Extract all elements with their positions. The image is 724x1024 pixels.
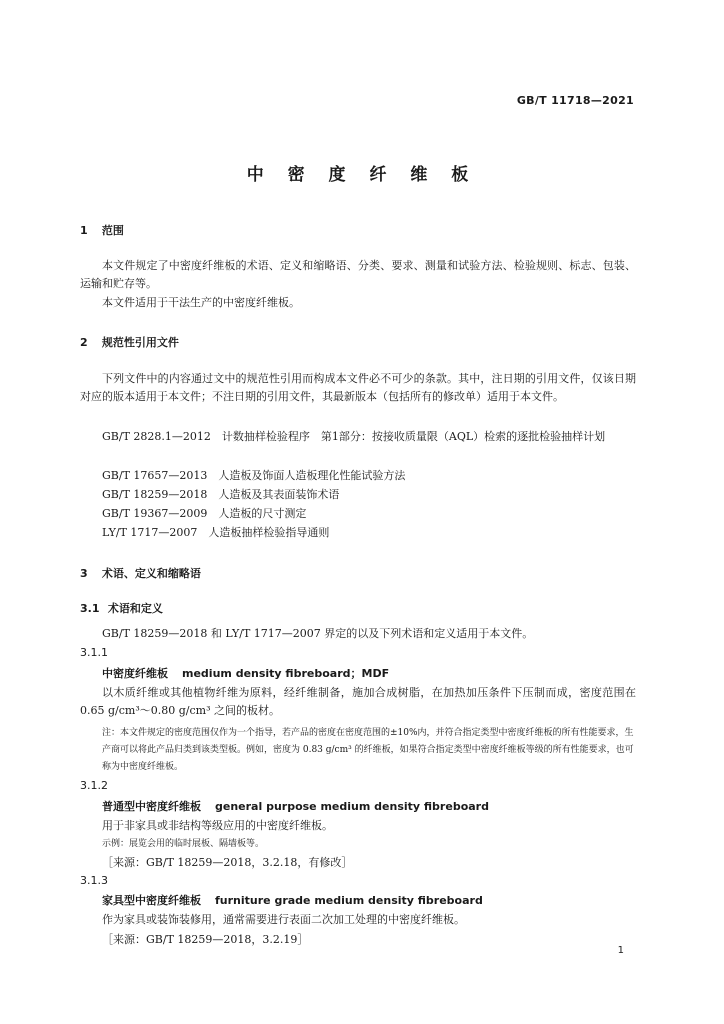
section-title: 范围	[101, 224, 124, 237]
subsection-3-1-paragraph: GB/T 18259—2018 和 LY/T 1717—2007 界定的以及下列术语和定义适用于本文件。	[102, 627, 534, 640]
reference-item: GB/T 18259—2018 人造板及其表面装饰术语	[102, 488, 340, 501]
term-en: medium density fibreboard；MDF	[182, 667, 390, 680]
section-1-heading	[80, 222, 124, 238]
section-number: 3	[80, 567, 88, 580]
term-source: ［来源：GB/T 18259—2018，3.2.18，有修改］	[102, 856, 353, 869]
subsection-3-1-heading	[80, 600, 163, 616]
term-title	[102, 798, 489, 814]
section-2-paragraph: 下列文件中的内容通过文中的规范性引用而构成本文件必不可少的条款。其中，注日期的引用文件，仅该日期对应的版本适用于本文件；不注日期的引用文件，其最新版本（包括所有的修改单）适用于本文件。	[80, 372, 636, 403]
reference-item: GB/T 2828.1—2012 计数抽样检验程序 第1部分：按接收质量限（AQL）检索的逐批检验抽样计划	[102, 430, 606, 443]
term-zh: 普通型中密度纤维板	[102, 800, 201, 813]
standard-number: GB/T 11718—2021	[516, 94, 634, 107]
term-en: furniture grade medium density fibreboard	[215, 894, 483, 907]
term-title	[102, 665, 389, 681]
reference-item: GB/T 19367—2009 人造板的尺寸测定	[102, 507, 307, 520]
term-definition: 作为家具或装饰装修用，通常需要进行表面二次加工处理的中密度纤维板。	[102, 913, 465, 926]
reference-item: LY/T 1717—2007 人造板抽样检验指导通则	[102, 526, 330, 539]
subsection-number: 3.1	[80, 602, 100, 615]
term-definition: 以木质纤维或其他植物纤维为原料，经纤维制备，施加合成树脂，在加热加压条件下压制而成，密度范围在 0.65 g/cm³～0.80 g/cm³ 之间的板材。	[80, 686, 636, 717]
term-zh: 中密度纤维板	[102, 667, 168, 680]
term-number: 3.1.1	[80, 646, 108, 659]
section-number: 2	[80, 336, 88, 349]
subsection-title: 术语和定义	[107, 602, 163, 615]
term-note: 注：本文件规定的密度范围仅作为一个指导，若产品的密度在密度范围的±10%内，并符合指定类型中密度纤维板的所有性能要求，生产商可以将此产品归类到该类型板。例如，密度为 0.83 g/cm³ 的纤维板，如果符合指定类型中密度纤维板等级的所有性能要求，也可称为中密度纤维板。	[102, 728, 634, 772]
term-en: general purpose medium density fibreboard	[215, 800, 489, 813]
section-title: 术语、定义和缩略语	[101, 567, 201, 580]
page-number: 1	[617, 945, 624, 956]
section-title: 规范性引用文件	[101, 336, 179, 349]
term-zh: 家具型中密度纤维板	[102, 894, 201, 907]
term-number: 3.1.2	[80, 779, 108, 792]
reference-item: GB/T 17657—2013 人造板及饰面人造板理化性能试验方法	[102, 469, 406, 482]
term-source: ［来源：GB/T 18259—2018，3.2.19］	[102, 933, 309, 946]
section-3-heading	[80, 565, 201, 581]
term-definition: 用于非家具或非结构等级应用的中密度纤维板。	[102, 819, 333, 832]
section-number: 1	[80, 224, 88, 237]
section-1-paragraph-1: 本文件规定了中密度纤维板的术语、定义和缩略语、分类、要求、测量和试验方法、检验规则、标志、包装、运输和贮存等。	[80, 259, 636, 290]
term-title	[102, 892, 483, 908]
term-example: 示例：展览会用的临时展板、隔墙板等。	[102, 839, 265, 849]
document-title: 中 密 度 纤 维 板	[246, 165, 478, 185]
section-1-paragraph-2: 本文件适用于干法生产的中密度纤维板。	[102, 296, 300, 309]
term-number: 3.1.3	[80, 874, 108, 887]
section-2-heading	[80, 334, 179, 350]
